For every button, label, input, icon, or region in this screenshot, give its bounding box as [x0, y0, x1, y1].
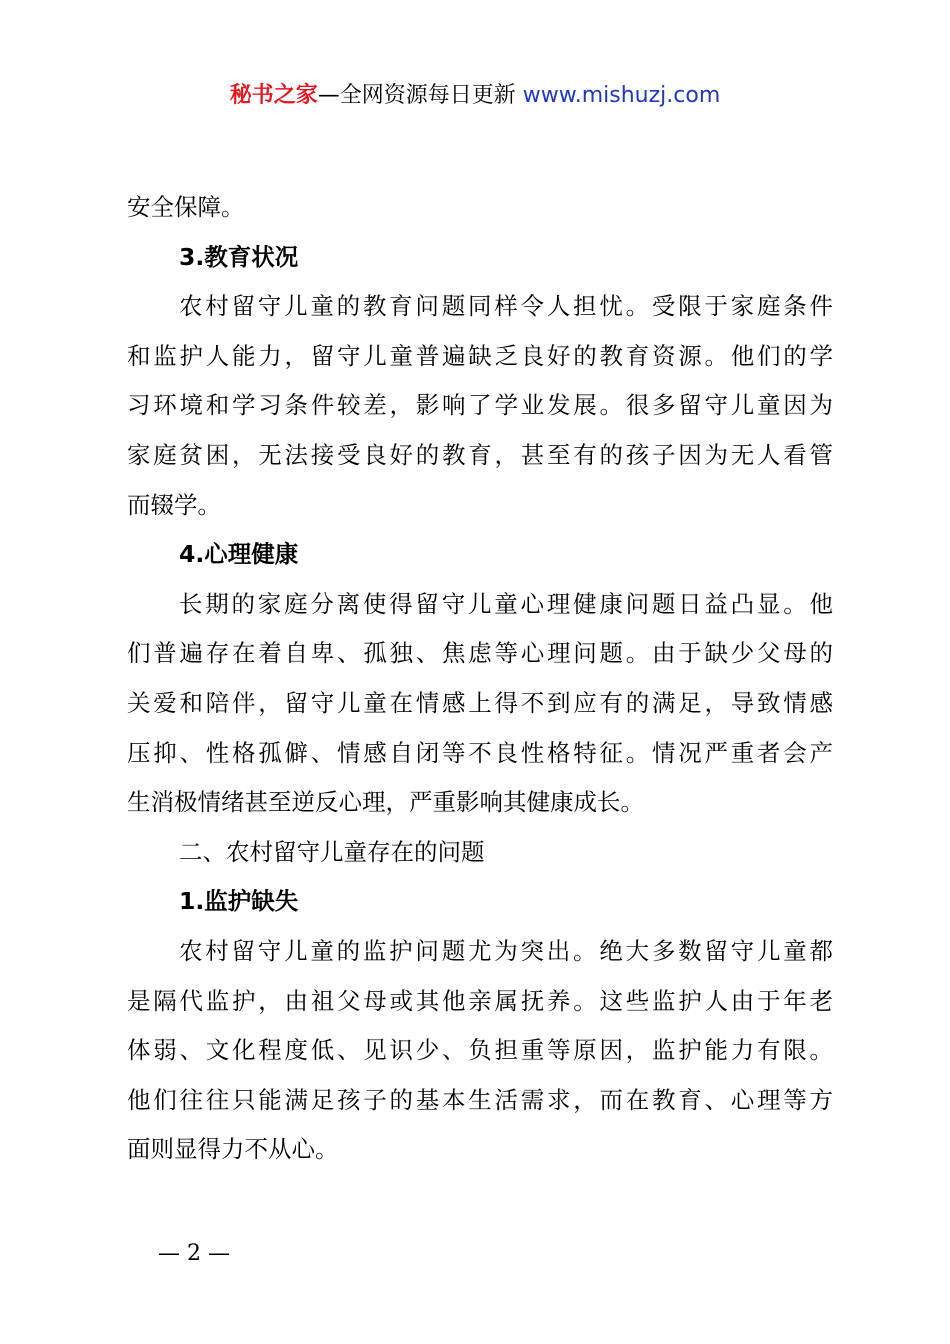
paragraph-line: 他们往往只能满足孩子的基本生活需求，而在教育、心理等方: [127, 1085, 833, 1114]
paragraph-line: 安全保障。: [127, 193, 245, 221]
paragraph-line: 压抑、性格孤僻、情感自闭等不良性格特征。情况严重者会产: [127, 738, 833, 767]
paragraph-line: 关爱和陪伴，留守儿童在情感上得不到应有的满足，导致情感: [127, 688, 833, 717]
paragraph-line: 家庭贫困，无法接受良好的教育，甚至有的孩子因为无人看管: [127, 440, 833, 469]
brand-name: 秘书之家: [229, 83, 318, 108]
paragraph-line: 是隔代监护，由祖父母或其他亲属抚养。这些监护人由于年老: [127, 986, 833, 1015]
paragraph-line: 习环境和学习条件较差，影响了学业发展。很多留守儿童因为: [127, 391, 833, 420]
header-tagline: —全网资源每日更新: [317, 83, 523, 108]
site-url-link[interactable]: www.mishuzj.com: [522, 83, 721, 108]
paragraph-line: 面则显得力不从心。: [127, 1135, 339, 1164]
paragraph-line: 和监护人能力，留守儿童普遍缺乏良好的教育资源。他们的学: [127, 341, 833, 370]
paragraph-line: 生消极情绪甚至逆反心理，严重影响其健康成长。: [127, 788, 644, 817]
section-heading-guardianship: 1.监护缺失: [179, 887, 299, 916]
site-header: [0, 80, 950, 112]
paragraph-line: 而辍学。: [127, 490, 221, 519]
paragraph-line: 体弱、文化程度低、见识少、负担重等原因，监护能力有限。: [127, 1036, 833, 1065]
paragraph-line: 农村留守儿童的监护问题尤为突出。绝大多数留守儿童都: [179, 936, 833, 965]
paragraph-line: 农村留守儿童的教育问题同样令人担忧。受限于家庭条件: [179, 292, 833, 321]
paragraph-line: 长期的家庭分离使得留守儿童心理健康问题日益凸显。他: [179, 589, 833, 618]
paragraph-line: 们普遍存在着自卑、孤独、焦虑等心理问题。由于缺少父母的: [127, 639, 833, 668]
section-heading-mental-health: 4.心理健康: [179, 540, 299, 569]
document-body: [127, 183, 833, 1175]
chapter-heading-problems: 二、农村留守儿童存在的问题: [179, 837, 485, 866]
page-number: — 2 —: [158, 1241, 230, 1266]
section-heading-education: 3.教育状况: [179, 242, 299, 271]
